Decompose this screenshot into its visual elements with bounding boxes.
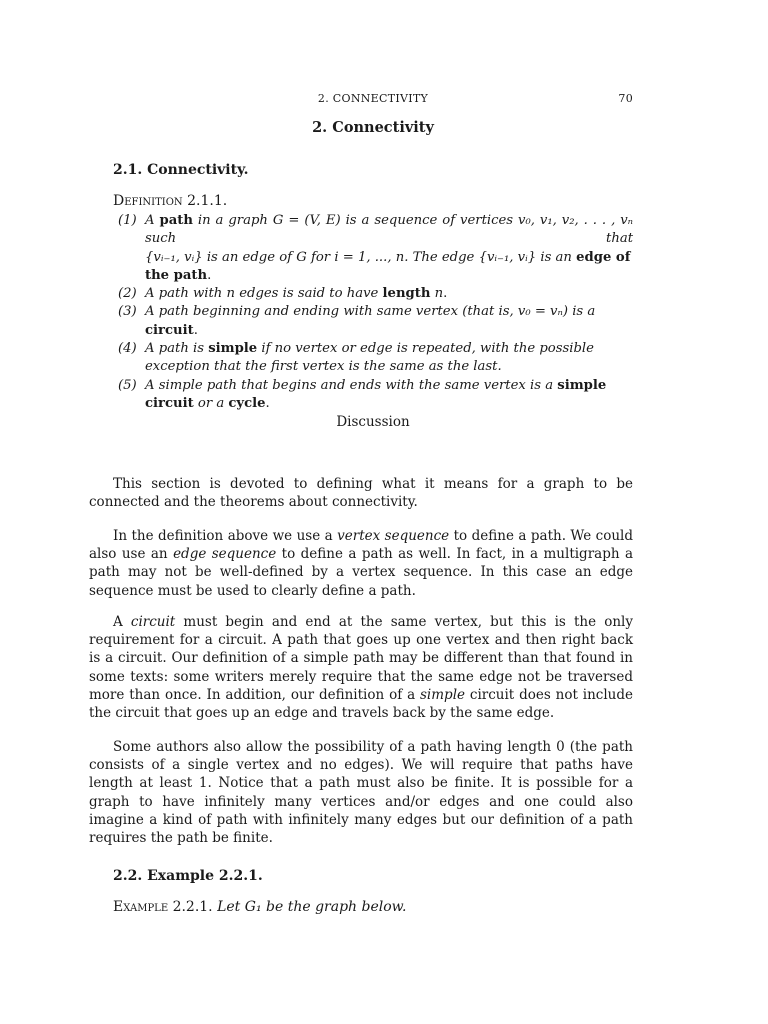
- emphasis: vertex sequence: [337, 528, 450, 544]
- term-path: path: [159, 213, 193, 228]
- item-number: (5): [118, 377, 137, 393]
- section-heading-2-1: 2.1. Connectivity.: [113, 162, 249, 178]
- text: ) is a: [562, 304, 596, 320]
- text: A: [145, 213, 160, 228]
- text: Let: [217, 899, 245, 915]
- text: must begin and end at the same vertex, but this is the only requirement for a circuit. A path that goes up one vertex and then right back is a circuit. Our definition of a simple path may be different than that found in some texts: some writers merely require that the same edge not be traversed more than once. In addition, our definition of a: [89, 614, 633, 703]
- definition-item-5: [113, 377, 633, 414]
- text: such that: [145, 231, 633, 247]
- definition-item-2: [113, 285, 633, 303]
- text: .: [265, 395, 270, 411]
- paragraph-4: Some authors also allow the possibility of a path having length 0 (the path consists of a single vertex and no edges). We will require that paths have length at least 1. Notice that a path must also be finite. It is possible for a graph to have infinitely many vertices and/or edges and one could also imagine a kind of path with infinitely many edges but our definition of a path requires the path be finite.: [89, 739, 633, 847]
- definition-list: [113, 212, 633, 413]
- term-simple-circuit: simple circuit: [145, 377, 607, 411]
- page-number: 70: [618, 92, 633, 105]
- item-number: (3): [118, 304, 137, 320]
- term-simple: simple: [208, 341, 258, 357]
- text: be the graph below.: [261, 899, 407, 915]
- math: G: [296, 249, 307, 265]
- text: A: [113, 614, 131, 630]
- text: edges is said to have: [235, 286, 383, 302]
- paragraph-1: This section is devoted to defining what it means for a graph to be connected and the theorems about connectivity.: [89, 476, 633, 511]
- example-label: Example 2.2.1.: [113, 899, 213, 915]
- math: v₀ = vₙ: [517, 304, 563, 320]
- math: G = (V, E): [272, 213, 341, 228]
- text: A simple path that begins and ends with the same vertex is a: [145, 377, 558, 393]
- text: to define a path as well. In fact, in a multigraph a path may not be well-defined by a vertex sequence. In this case an edge sequence must be used to clearly define a path.: [89, 546, 634, 599]
- definition-item-4: [113, 340, 633, 377]
- text: for: [306, 249, 335, 265]
- emphasis: edge sequence: [173, 546, 277, 563]
- text: is an edge of: [202, 249, 297, 265]
- emphasis: circuit: [130, 614, 176, 630]
- definition-item-text-cont: [145, 249, 633, 286]
- paragraph-3: [89, 613, 633, 722]
- definition-item-1: [113, 212, 633, 285]
- text: In the definition above we use a: [113, 528, 338, 544]
- example-text: [217, 899, 406, 915]
- definition-item-text: [145, 212, 633, 249]
- text: .: [443, 286, 448, 302]
- definition-label: Definition 2.1.1.: [113, 193, 228, 209]
- term-circuit: circuit: [145, 322, 194, 338]
- text: if no vertex or edge is repeated, with the possible exception that the first vertex is the same as the last.: [145, 341, 594, 375]
- math: n: [434, 286, 444, 302]
- term-length: length: [382, 286, 431, 302]
- math: {vᵢ₋₁, vᵢ}: [145, 249, 203, 265]
- text: is a sequence of vertices: [340, 213, 519, 228]
- text: circuit does not include the circuit that goes up an edge and travels back by the same edge.: [89, 686, 633, 722]
- text: .: [193, 322, 198, 338]
- text: . The edge: [404, 249, 479, 265]
- text: to define a path. We could also use an: [89, 528, 633, 563]
- discussion-title: Discussion: [336, 414, 410, 430]
- text: A path is: [145, 341, 209, 357]
- emphasis: simple: [420, 686, 465, 703]
- chapter-title: 2. Connectivity: [312, 119, 434, 136]
- math: i = 1, ..., n: [334, 249, 405, 265]
- running-title: 2. CONNECTIVITY: [317, 92, 429, 105]
- item-number: (4): [118, 341, 137, 357]
- example-line: [113, 899, 406, 915]
- item-number: (2): [118, 286, 137, 302]
- running-header: [113, 92, 633, 108]
- section-heading-2-2: 2.2. Example 2.2.1.: [113, 868, 263, 884]
- math: G₁: [244, 899, 262, 915]
- text: or a: [193, 395, 229, 411]
- math: {vᵢ₋₁, vᵢ}: [478, 249, 537, 265]
- text: A path beginning and ending with same vertex (that is,: [145, 304, 518, 320]
- paragraph-2: [89, 527, 633, 600]
- text: .: [207, 267, 212, 283]
- math: n: [226, 286, 235, 302]
- item-number: (1): [118, 213, 137, 228]
- text: is an: [536, 249, 577, 265]
- definition-item-3: [113, 303, 633, 340]
- math: v₀, v₁, v₂, . . . , vₙ: [518, 213, 633, 228]
- term-edge-of-the-path: edge of the path: [145, 249, 631, 283]
- text: in a graph: [192, 213, 273, 228]
- term-cycle: cycle: [228, 395, 266, 411]
- text: A path with: [145, 286, 227, 302]
